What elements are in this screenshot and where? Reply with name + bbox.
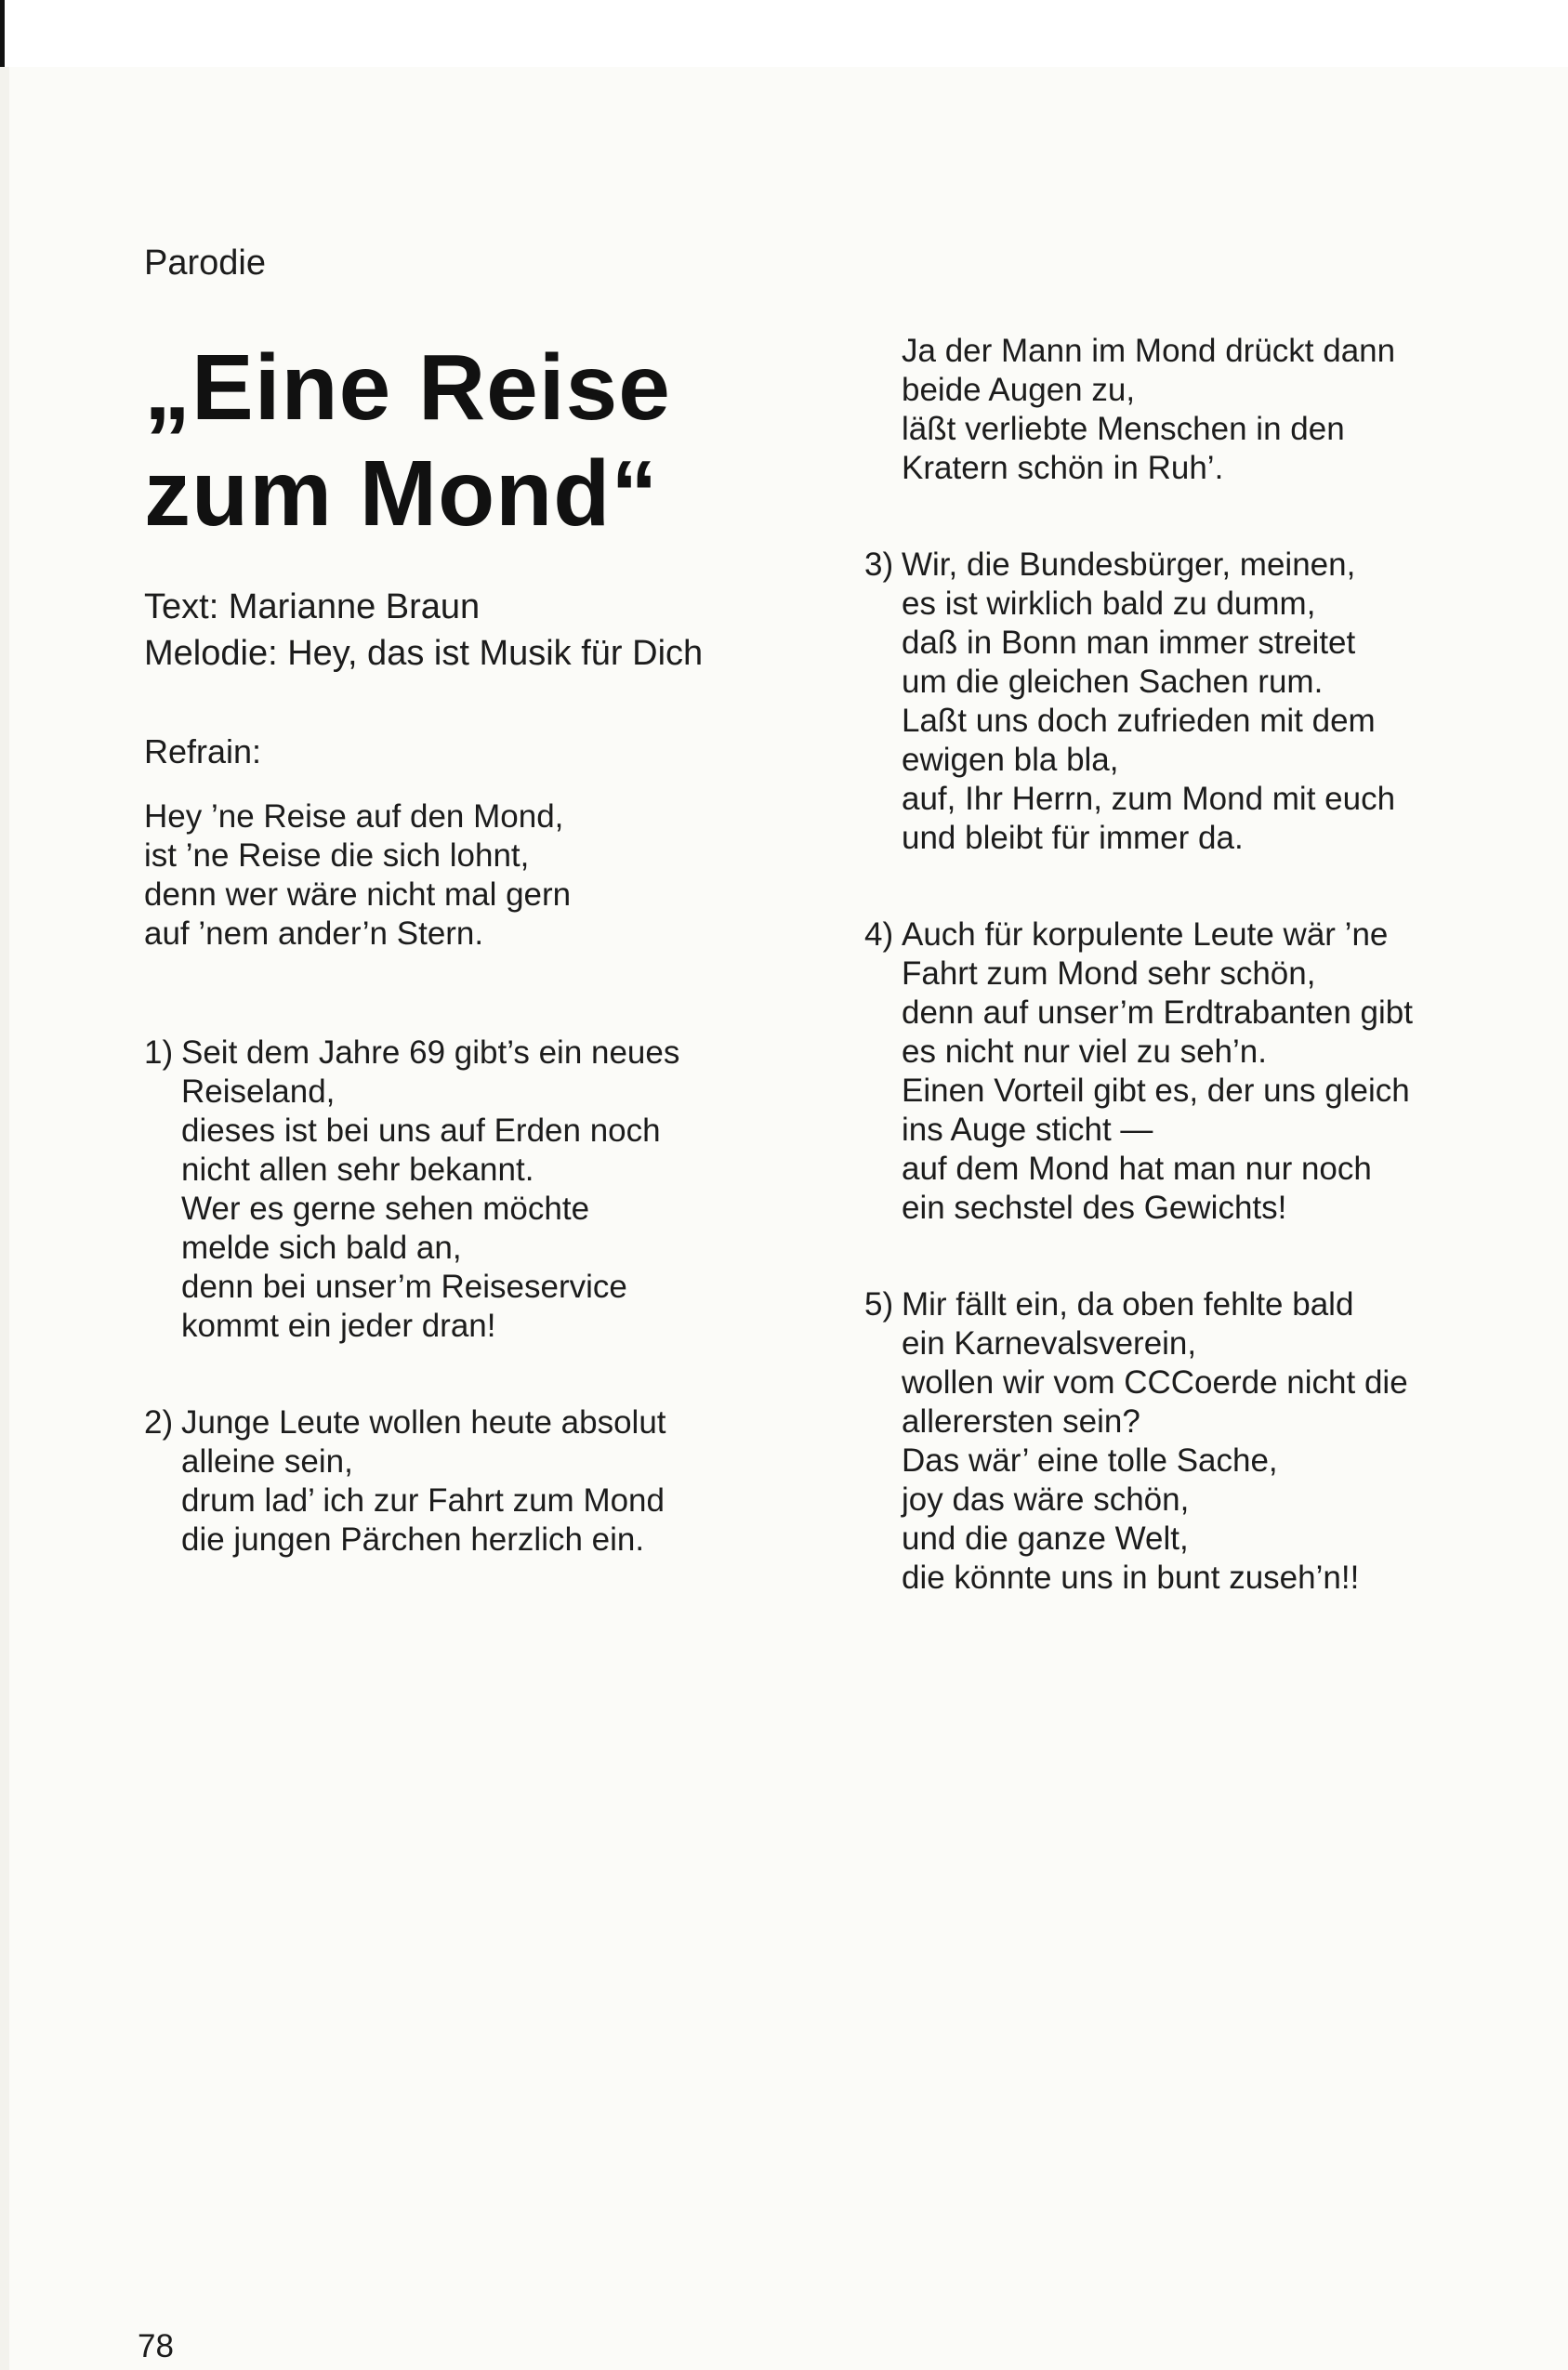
refrain-line: Hey ’ne Reise auf den Mond,: [144, 798, 564, 835]
verse-lines: [181, 1403, 795, 1560]
verse-3: [864, 546, 1515, 858]
verse-lines: [902, 332, 1515, 488]
melody-credit: Melodie: Hey, das ist Musik für Dich: [144, 634, 704, 673]
verse-line: es ist wirklich bald zu dumm,: [902, 586, 1316, 622]
verse-number: 3): [864, 546, 894, 583]
verse-line: und bleibt für immer da.: [902, 820, 1244, 856]
refrain-line: ist ’ne Reise die sich lohnt,: [144, 837, 530, 874]
verse-line: ins Auge sticht —: [902, 1112, 1153, 1148]
verse-lines: [902, 915, 1515, 1228]
verse-line: Fahrt zum Mond sehr schön,: [902, 955, 1316, 992]
verse-line: Seit dem Jahre 69 gibt’s ein neues: [181, 1034, 680, 1071]
verse-line: dieses ist bei uns auf Erden noch: [181, 1113, 661, 1149]
verse-line: und die ganze Welt,: [902, 1521, 1189, 1557]
verse-line: wollen wir vom CCCoerde nicht die: [902, 1364, 1408, 1401]
refrain-lines: [144, 797, 795, 954]
verse-line: Reiseland,: [181, 1073, 336, 1110]
verse-line: auf, Ihr Herrn, zum Mond mit euch: [902, 781, 1396, 817]
verse-line: die könnte uns in bunt zuseh’n!!: [902, 1560, 1360, 1596]
verse-line: beide Augen zu,: [902, 372, 1136, 408]
verse-line: kommt ein jeder dran!: [181, 1308, 496, 1344]
verse-line: auf dem Mond hat man nur noch: [902, 1151, 1372, 1187]
refrain-line: auf ’nem ander’n Stern.: [144, 915, 484, 952]
verse-line: ein Karnevalsverein,: [902, 1325, 1197, 1362]
verse-number: [864, 332, 902, 488]
left-column: [144, 242, 795, 1560]
refrain-line: denn wer wäre nicht mal gern: [144, 876, 572, 913]
verse-line: denn bei unser’m Reiseservice: [181, 1269, 627, 1305]
verse-4: [864, 915, 1515, 1228]
verse-line: daß in Bonn man immer streitet: [902, 625, 1356, 661]
credits-block: [144, 584, 795, 677]
verse-line: die jungen Pärchen herzlich ein.: [181, 1521, 645, 1558]
verse-line: Junge Leute wollen heute absolut: [181, 1404, 666, 1441]
verse-line: Das wär’ eine tolle Sache,: [902, 1442, 1278, 1479]
verse-lines: [902, 546, 1515, 858]
verse-line: melde sich bald an,: [181, 1230, 462, 1266]
verse-line: Laßt uns doch zufrieden mit dem: [902, 703, 1376, 739]
verse-lines: [181, 1034, 795, 1346]
verse-line: nicht allen sehr bekannt.: [181, 1152, 534, 1188]
verse-2: [144, 1403, 795, 1560]
song-title-line-2: zum Mond“: [144, 441, 659, 546]
lyrics-credit: Text: Marianne Braun: [144, 587, 481, 626]
verse-line: Mir fällt ein, da oben fehlte bald: [902, 1286, 1354, 1323]
verse-line: alleine sein,: [181, 1443, 353, 1480]
verse-number: 4): [864, 916, 894, 953]
verse-line: Auch für korpulente Leute wär ’ne: [902, 916, 1389, 953]
right-column: [864, 332, 1515, 1598]
verse-2-continuation: [864, 332, 1515, 488]
verse-line: joy das wäre schön,: [902, 1481, 1190, 1518]
verse-number: 2): [144, 1404, 174, 1441]
song-title-line-1: „Eine Reise: [144, 336, 671, 440]
verse-line: es nicht nur viel zu seh’n.: [902, 1034, 1267, 1070]
verse-line: Ja der Mann im Mond drückt dann: [902, 333, 1396, 369]
verse-line: läßt verliebte Menschen in den: [902, 411, 1345, 447]
verse-line: ein sechstel des Gewichts!: [902, 1190, 1287, 1226]
document-page: [9, 67, 1568, 2370]
verse-line: allerersten sein?: [902, 1403, 1140, 1440]
scan-top-strip: [0, 0, 1568, 67]
verse-number: 5): [864, 1286, 894, 1323]
verse-line: denn auf unser’m Erdtrabanten gibt: [902, 994, 1413, 1031]
verse-1: [144, 1034, 795, 1346]
verse-line: Wir, die Bundesbürger, meinen,: [902, 546, 1356, 583]
verse-5: [864, 1285, 1515, 1598]
verse-lines: [902, 1285, 1515, 1598]
verse-line: Einen Vorteil gibt es, der uns gleich: [902, 1073, 1410, 1109]
verse-line: drum lad’ ich zur Fahrt zum Mond: [181, 1482, 665, 1519]
verse-line: um die gleichen Sachen rum.: [902, 664, 1324, 700]
verse-number: 1): [144, 1034, 174, 1071]
verse-line: Wer es gerne sehen möchte: [181, 1191, 590, 1227]
verse-line: ewigen bla bla,: [902, 742, 1119, 778]
refrain-label: Refrain:: [144, 732, 262, 770]
scan-left-edge: [0, 0, 5, 67]
kicker-label: Parodie: [144, 244, 266, 283]
verse-line: Kratern schön in Ruh’.: [902, 450, 1224, 486]
song-title: [144, 335, 795, 546]
page-number: 78: [138, 2328, 174, 2364]
